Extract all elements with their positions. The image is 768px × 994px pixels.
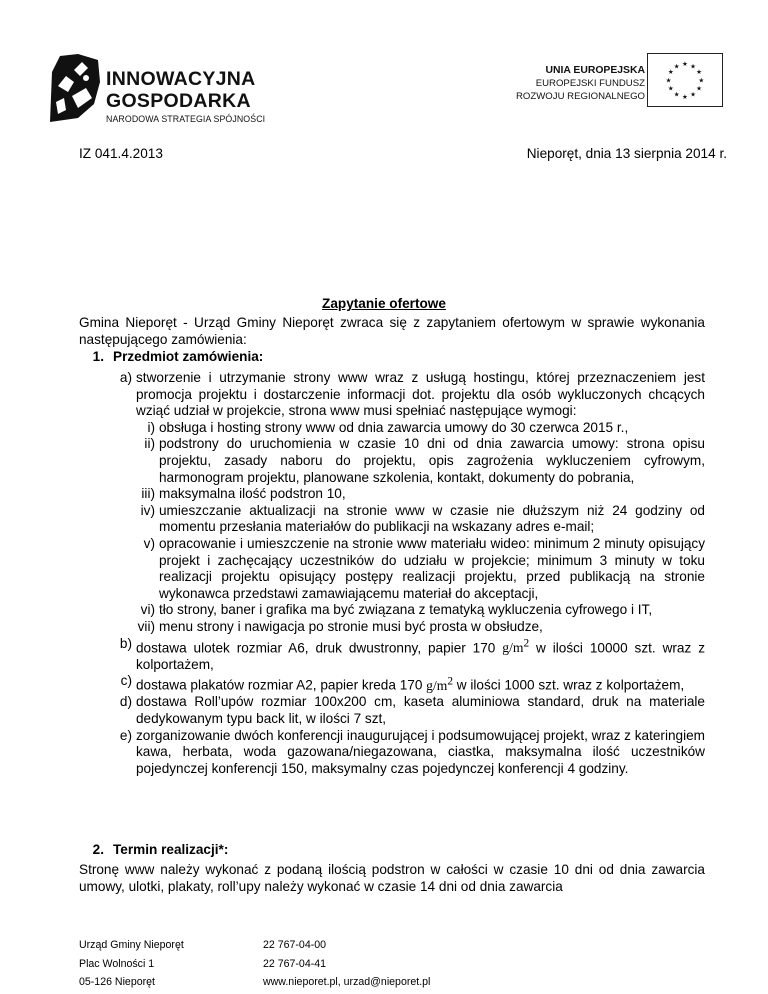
section1-title: Przedmiot zamówienia:	[113, 349, 264, 364]
eu-star: ★	[667, 69, 674, 77]
eu-star: ★	[698, 77, 705, 85]
eu-star: ★	[681, 61, 689, 69]
item-text: maksymalna ilość podstron 10,	[159, 486, 346, 502]
unit-base: g/m	[502, 640, 524, 656]
item-label: v)	[143, 535, 155, 551]
sub-requirements-list	[79, 420, 705, 636]
unit-exponent: 2	[447, 675, 453, 688]
item-label: iv)	[140, 502, 155, 518]
eu-star: ★	[667, 85, 674, 93]
list-item	[79, 602, 705, 619]
eu-star: ★	[673, 63, 680, 71]
intro-paragraph: Gmina Nieporęt - Urząd Gminy Nieporęt zwraca się z zapytaniem ofertowym w sprawie wykonania następującego zamówienia:	[79, 315, 705, 347]
item-label: a)	[119, 370, 132, 385]
section1-number: 1.	[92, 349, 104, 364]
eu-star: ★	[690, 91, 697, 99]
eu-star: ★	[696, 69, 703, 77]
unit	[426, 675, 453, 693]
eu-star: ★	[681, 93, 689, 101]
eu-line3: ROZWOJU REGIONALNEGO	[516, 91, 645, 102]
unit	[502, 637, 530, 656]
item-label: ii)	[144, 436, 155, 452]
item-label: vii)	[137, 618, 155, 634]
item-text: dostawa Roll’upów rozmiar 100x200 cm, kaseta aluminiowa standard, druk na materiale dedykowanym typu back lit, w ilości 7 szt,	[136, 694, 705, 726]
item-text-end: w ilości 1000 szt. wraz z kolportażem,	[456, 677, 685, 693]
ig-emblem-icon	[48, 52, 102, 124]
unit-exponent: 2	[523, 637, 530, 650]
eu-star: ★	[696, 85, 703, 93]
item-text: menu strony i nawigacja po stronie musi być prosta w obsłudze,	[159, 618, 543, 634]
ig-title-line2: GOSPODARKA	[106, 90, 251, 112]
item-label: iii)	[141, 486, 155, 502]
footer-fax: 22 767-04-41	[263, 957, 327, 970]
item-text: tło strony, baner i grafika ma być związana z tematyką wykluczenia cyfrowego i IT,	[159, 602, 653, 618]
item-text: umieszczanie aktualizacji na stronie www w czasie nie dłuższym niż 24 godziny od momentu przesłania materiałów do publikacji na wskazany adres e-mail;	[159, 502, 705, 535]
item-label: vi)	[140, 602, 155, 618]
eu-flag-icon	[647, 53, 723, 107]
list-item	[79, 619, 705, 636]
section2-number: 2.	[92, 842, 104, 857]
place-date: Nieporęt, dnia 13 sierpnia 2014 r.	[526, 146, 727, 161]
list-item	[79, 636, 705, 674]
section1-heading	[79, 349, 263, 364]
list-item	[79, 728, 705, 778]
item-text-end: w ilości 10000 szt. wraz z kolportażem,	[136, 640, 705, 672]
section2-title: Termin realizacji*:	[113, 842, 229, 857]
innowacyjna-gospodarka-logo	[48, 52, 278, 124]
list-item	[79, 486, 705, 503]
section2-heading	[79, 842, 228, 857]
footer-city: 05-126 Nieporęt	[79, 976, 155, 988]
list-item	[79, 436, 705, 486]
item-text: dostawa ulotek rozmiar A6, druk dwustronny, papier 170	[136, 640, 496, 656]
item-text: dostawa plakatów rozmiar A2, papier kreda 170	[136, 677, 423, 693]
eu-star: ★	[673, 91, 680, 99]
ig-title-line1: INNOWACYJNA	[106, 68, 256, 90]
item-label: i)	[147, 419, 155, 435]
term-paragraph: Stronę www należy wykonać z podaną ilością podstron w całości w czasie 10 dni od dnia zawarcia umowy, ulotki, plakaty, roll’upy należy wykonać w czasie 14 dni od dnia zawarcia	[79, 862, 705, 894]
item-text: obsługa i hosting strony www od dnia zawarcia umowy do 30 czerwca 2015 r.,	[159, 419, 629, 435]
order-items-list	[79, 370, 705, 777]
eu-logo	[485, 52, 723, 118]
item-label: b)	[119, 635, 132, 651]
list-item	[79, 694, 705, 727]
item-text: podstrony do uruchomienia w czasie 10 dni od dnia zawarcia umowy: strona opisu projektu, zasady naboru do projektu, opis zagrożenia wykluczeniem cyfrowym, harmonogram projektu, planowane szkolenia, kontakt, dokumenty do pobrania,	[159, 436, 705, 485]
list-item	[79, 536, 705, 602]
footer-phone: 22 767-04-00	[263, 939, 327, 951]
eu-star: ★	[665, 77, 672, 85]
item-label: d)	[119, 694, 132, 710]
item-label: c)	[120, 673, 132, 689]
eu-line2: EUROPEJSKI FUNDUSZ	[535, 78, 645, 89]
eu-star: ★	[690, 63, 697, 71]
list-item	[79, 503, 705, 536]
item-text: stworzenie i utrzymanie strony www wraz z usługą hostingu, której przeznaczeniem jest promocja projektu i dostarczenie informacji dot. projektu dla osób wykluczonych chcących wziąć udział w projekcie, strona www musi spełniać następujące wymogi:	[136, 370, 705, 419]
footer-web-email: www.nieporet.pl, urzad@nieporet.pl	[263, 976, 431, 988]
document-title: Zapytanie ofertowe	[322, 296, 446, 311]
unit-base: g/m	[426, 677, 448, 693]
footer-office-name: Urząd Gminy Nieporęt	[79, 939, 184, 951]
footer-street: Plac Wolności 1	[79, 957, 155, 970]
eu-line1: UNIA EUROPEJSKA	[545, 65, 645, 76]
list-item	[79, 370, 705, 420]
list-item	[79, 673, 705, 694]
item-text: opracowanie i umieszczenie na stronie www materiału wideo: minimum 2 minuty opisujący projekt i zachęcający uczestników do udziału w projekcie; minimum 3 minuty w toku realizacji projektu opisujący postępy realizacji projektu, przed publikacją na stronie wykonawca przedstawi zamawiającemu materiał do akceptacji,	[159, 535, 705, 601]
ig-subtitle: NARODOWA STRATEGIA SPÓJNOŚCI	[106, 114, 266, 124]
item-text: zorganizowanie dwóch konferencji inaugurującej i podsumowującej projekt, wraz z kateringiem kawa, herbata, woda gazowana/niegazowana, ciastka, maksymalna ilość uczestników pojedynczej konferencji 150, maksymalny czas pojedynczej konferencji 4 godziny.	[136, 727, 705, 776]
reference-number: IZ 041.4.2013	[79, 146, 163, 161]
list-item	[79, 420, 705, 437]
item-label: e)	[119, 727, 132, 743]
eu-logo-text	[516, 64, 645, 103]
